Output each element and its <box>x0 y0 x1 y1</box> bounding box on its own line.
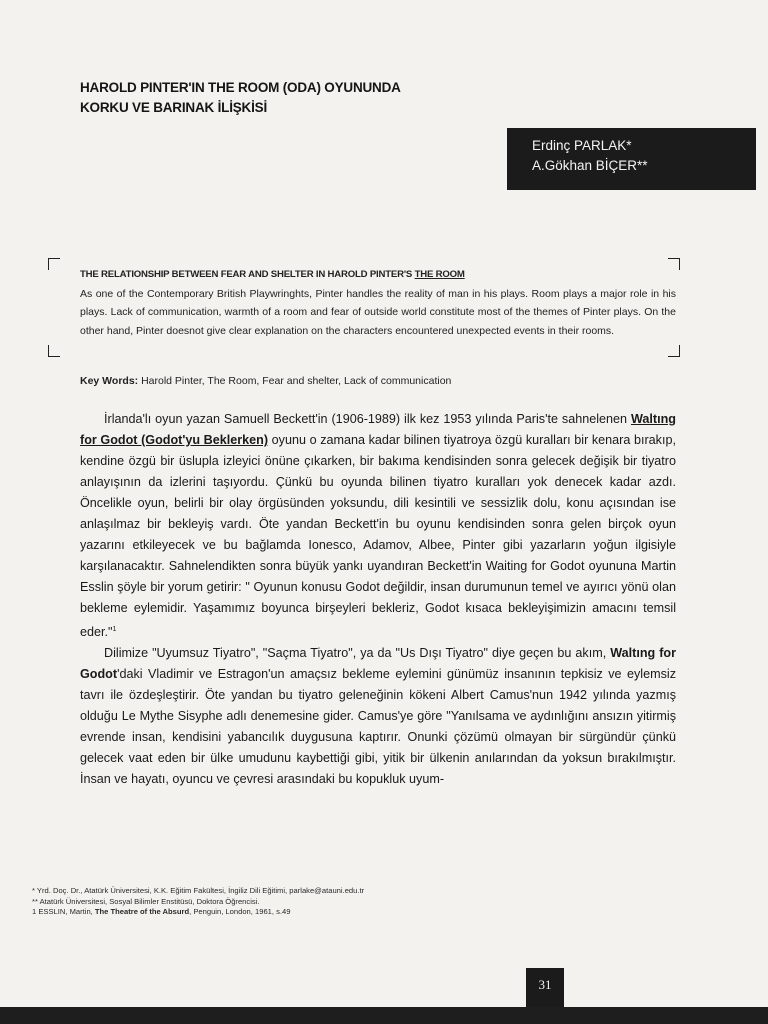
paragraph-2-text-a: Dilimize "Uyumsuz Tiyatro", "Saçma Tiyatro", ya da "Us Dışı Tiyatro" diye geçen bu akım, <box>104 646 611 661</box>
abstract-corner-top-left <box>48 258 60 270</box>
abstract <box>80 266 676 340</box>
paragraph-2-play-title: Waltıng for Godot <box>80 646 677 682</box>
abstract-corner-bottom-left <box>48 345 60 357</box>
footnote-3-title: The Theatre of the Absurd <box>94 907 190 916</box>
footnote-3-text-b: , Penguin, London, 1961, s.49 <box>189 907 291 916</box>
author-2: A.Gökhan BİÇER** <box>532 158 648 173</box>
title-line-1: HAROLD PINTER'IN THE ROOM (ODA) OYUNUNDA <box>80 80 401 95</box>
abstract-title-text: THE RELATIONSHIP BETWEEN FEAR AND SHELTER IN HAROLD PINTER'S <box>80 269 415 280</box>
paragraph-1 <box>80 409 676 643</box>
page-number: 31 <box>526 968 564 1008</box>
author-1: Erdinç PARLAK* <box>532 138 632 153</box>
paragraph-1-play-title: Waltıng for Godot (Godot'yu Beklerken) <box>80 412 676 447</box>
keywords-label: Key Words: <box>80 375 139 387</box>
footnote-ref-1: 1 <box>112 626 117 633</box>
footnotes <box>32 886 672 918</box>
abstract-title-underlined: THE ROOM <box>414 269 465 280</box>
keywords <box>80 373 676 389</box>
title-line-2: KORKU VE BARINAK İLİŞKİSİ <box>80 100 268 115</box>
abstract-corner-bottom-right <box>668 345 680 357</box>
footnote-2: ** Atatürk Üniversitesi, Sosyal Bilimler Enstitüsü, Doktora Öğrencisi. <box>32 896 260 906</box>
keywords-text: Harold Pinter, The Room, Fear and shelter, Lack of communication <box>138 375 452 387</box>
footnote-3 <box>32 907 672 918</box>
footnote-3-text-a: 1 ESSLIN, Martin, <box>32 907 95 916</box>
paragraph-1-text-a: İrlanda'lı oyun yazan Samuell Beckett'in (1906-1989) ilk kez 1953 yılında Paris'te sahnelenen <box>104 412 631 426</box>
abstract-text: As one of the Contemporary British Playwringhts, Pinter handles the reality of man in his plays. Room plays a major role in his plays. Lack of communication, warmth of a room and fear of outside world constitute most of the themes of Pinter plays. On the other hand, Pinter doesnot give clear explanation on the characters encountered unexpected events in their rooms. <box>80 287 676 337</box>
bottom-bar <box>0 1007 768 1024</box>
author-box <box>507 128 756 190</box>
abstract-title <box>80 266 676 285</box>
article-title <box>80 78 600 118</box>
paragraph-2-text-b: 'daki Vladimir ve Estragon'un amaçsız bekleme eylemini günümüz insanının tepkisiz ve eylemsiz tavrı ile özdeşleştirir. Öte yandan bu tiyatro geleneğinin kökeni Albert Camus'nun 1942 yılında yazmış olduğu Le Mythe Sisyphe adlı denemesine gider. Camus'ye göre "Yanılsama ve aydınlığını ansızın yitirmiş evrende insan, kendisini yabancılık duygusuna kaptırır. Onunki çözümü olmayan bir sürgündür çünkü gelecek vaat eden bir ülke umudunu kaybettiği gibi, yitik bir ülkenin anılarından da yoksun bırakılmıştır. İnsan ve hayatı, oyuncu ve çevresi arasındaki bu kopukluk uyum- <box>80 667 676 787</box>
paragraph-2 <box>80 643 676 790</box>
paragraph-1-text-b: oyunu o zamana kadar bilinen tiyatroya özgü kuralları bir kenara bırakıp, kendine özgü bir üslupla izleyici önüne çıkarken, bir bakıma kendisinden sonra gelecek değişik bir tiyatro anlayışının da izlerini taşıyordu. Çünkü bu oyunda bilinen tiyatro kuralları yok denecek kadar azdı. Öncelikle oyun, belirli bir olay örgüsünden yoksundu, dili kesintili ve sessizlik dolu, konu açısından ise anlaşılmaz bir bekleyiş vardı. Öte yandan Beckett'in bu oyunu kendisinden sonra gelen birçok oyun yazarını etkileyecek ve bu bağlamda Ionesco, Adamov, Albee, Pinter gibi yazarların yoğun ilgisiyle karşılanacaktır. Sahnelendikten sonra büyük yankı uyandıran Beckett'in Waiting for Godot oyununa Martin Esslin şöyle bir yorum getirir: " Oyunun konusu Godot değildir, insan durumunun temel ve ayırıcı yönü olan bekleme eylemidir. Yaşamımız boyunca birşeyleri bekleriz, Godot kısaca bekleyişimizin amacını temsil eder." <box>80 433 676 640</box>
body-text <box>80 409 676 790</box>
footnote-1: * Yrd. Doç. Dr., Atatürk Üniversitesi, K.K. Eğitim Fakültesi, İngiliz Dili Eğitimi, parlake@atauni.edu.tr <box>32 886 365 895</box>
